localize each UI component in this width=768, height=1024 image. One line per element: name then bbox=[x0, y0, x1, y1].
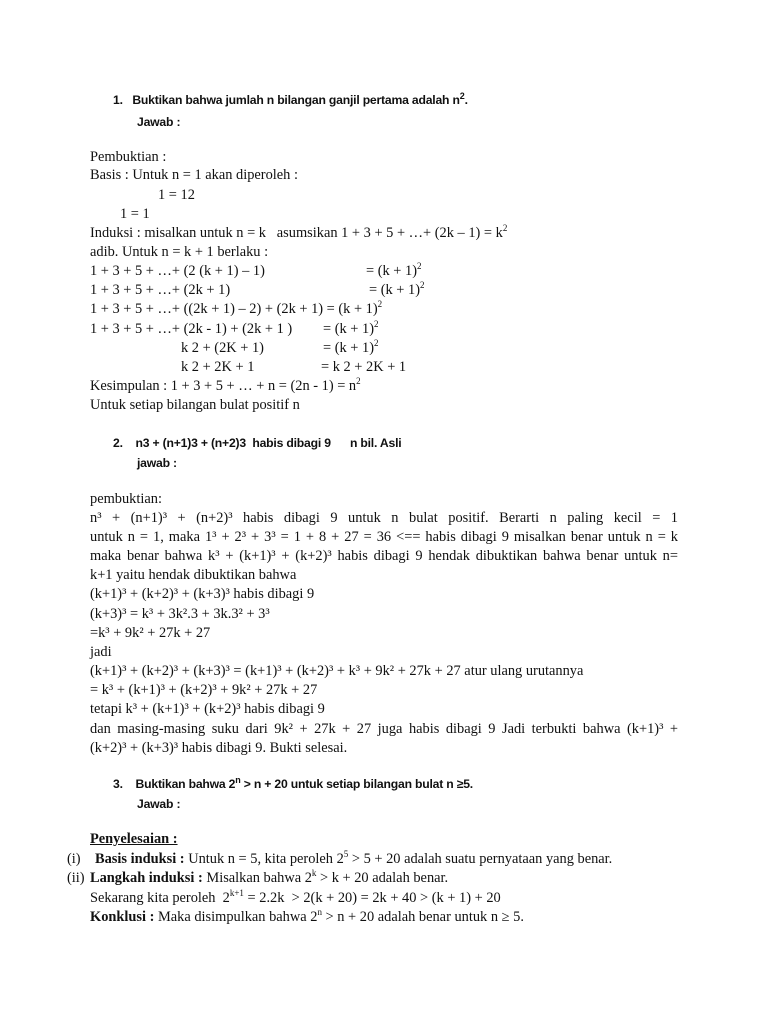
q1-step-line-1: 1 + 3 + 5 + …+ (2 (k + 1) – 1) bbox=[90, 263, 265, 279]
q3-question bbox=[113, 776, 473, 792]
q3-item-i-marker: (i) bbox=[67, 851, 81, 867]
q1-step-line-5: k 2 + (2K + 1) bbox=[181, 340, 264, 356]
q2-proof-line-3: maka benar bahwa k³ + (k+1)³ + (k+2)³ habis dibagi 9 hendak dibuktikan bahwa benar untuk n= bbox=[90, 548, 678, 564]
q1-proof-heading: Pembuktian : bbox=[90, 149, 167, 165]
q2-question-text: n3 + (n+1)3 + (n+2)3 habis dibagi 9 n bil. Asli bbox=[135, 436, 402, 450]
q3-conclusion: Konklusi : Maka disimpulkan bahwa $2^n > n + 20$ adalah benar untuk n ≥ 5. bbox=[90, 907, 524, 925]
q1-answer-label: Jawab : bbox=[137, 115, 181, 129]
q1-basis: Basis : Untuk n = 1 akan diperoleh : bbox=[90, 167, 298, 183]
q1-induction: Induksi : misalkan untuk n = k asumsikan 1 + 3 + 5 + …+ $(2k - 1) = k^2$ bbox=[90, 223, 508, 241]
q2-question bbox=[113, 435, 401, 451]
q1-step-line-6: k 2 + 2K + 1 bbox=[181, 359, 255, 375]
q1-number: 1. bbox=[113, 93, 123, 107]
q1-conclusion: Kesimpulan : 1 + 3 + 5 + … + $n = (2n - 1) = n^2$ bbox=[90, 376, 361, 394]
q1-step-line-2-rhs: = $(k + 1)^2$ bbox=[369, 280, 425, 298]
q2-proof-line-2: untuk n = 1, maka 1³ + 2³ + 3³ = 1 + 8 + 27 = 36 <== habis dibagi 9 misalkan benar untuk n = k bbox=[90, 529, 678, 545]
q2-proof-line-8: jadi bbox=[90, 644, 112, 660]
q3-solution-heading: Penyelesaian : bbox=[90, 831, 178, 847]
q1-step-line-1-rhs: = $(k + 1)^2$ bbox=[366, 261, 422, 279]
q2-proof-line-7: =k³ + 9k² + 27k + 27 bbox=[90, 625, 211, 641]
q2-proof-line-13: (k+2)³ + (k+3)³ habis dibagi 9. Bukti selesai. bbox=[90, 740, 348, 756]
q2-proof-line-6: (k+3)³ = k³ + 3k².3 + 3k.3² + 3³ bbox=[90, 606, 270, 622]
q1-conclusion-2: Untuk setiap bilangan bulat positif n bbox=[90, 397, 300, 413]
q3-item-ii-marker: (ii) bbox=[67, 870, 85, 886]
q1-step-line-5-rhs: = $(k + 1)^2$ bbox=[323, 338, 379, 356]
q1-step-line-4-rhs: = $(k + 1)^2$ bbox=[323, 319, 379, 337]
q1-question: 1. Buktikan bahwa jumlah n bilangan ganjil pertama adalah $n^2$. bbox=[113, 91, 468, 107]
q2-proof-heading: pembuktian: bbox=[90, 491, 162, 507]
q3-question-text: Buktikan bahwa $2^n > n + 20$ untuk setiap bilangan bulat n ≥5. bbox=[135, 775, 473, 791]
q2-proof-line-1: n³ + (n+1)³ + (n+2)³ habis dibagi 9 untuk n bulat positif. Berarti n paling kecil = 1 bbox=[90, 510, 678, 526]
q2-proof-line-11: tetapi k³ + (k+1)³ + (k+2)³ habis dibagi 9 bbox=[90, 701, 325, 717]
q3-induction-step: Langkah induksi : Misalkan bahwa $2^k > k + 20$ adalah benar. bbox=[90, 868, 449, 886]
q3-basis: Basis induksi : Untuk n = 5, kita peroleh $2^5 > 5 + 20$ adalah suatu pernyataan yang benar. bbox=[95, 849, 613, 867]
q2-proof-line-10: = k³ + (k+1)³ + (k+2)³ + 9k² + 27k + 27 bbox=[90, 682, 318, 698]
q3-step-derivation: Sekarang kita peroleh $2^{k+1} = 2.2k > 2(k + 20) = 2k + 40 > (k + 1) + 20$ bbox=[90, 888, 501, 906]
q2-proof-line-4: k+1 yaitu hendak dibuktikan bahwa bbox=[90, 567, 297, 583]
q1-basis-eq1: 1 = 12 bbox=[158, 187, 195, 203]
q3-number: 3. bbox=[113, 777, 123, 791]
q2-proof-line-12: dan masing-masing suku dari 9k² + 27k + 27 juga habis dibagi 9 Jadi terbukti bahwa (k+1)³ + bbox=[90, 721, 678, 737]
q1-step: adib. Untuk n = k + 1 berlaku : bbox=[90, 244, 269, 260]
q1-step-line-3: 1 + 3 + 5 + …+ $((2k + 1) - 2) + (2k + 1) = (k + 1)^2$ bbox=[90, 299, 383, 317]
q3-answer-label: Jawab : bbox=[137, 797, 181, 811]
q2-proof-line-9: (k+1)³ + (k+2)³ + (k+3)³ = (k+1)³ + (k+2)³ + k³ + 9k² + 27k + 27 atur ulang urutannya bbox=[90, 663, 584, 679]
q2-number: 2. bbox=[113, 436, 123, 450]
q2-proof-line-5: (k+1)³ + (k+2)³ + (k+3)³ habis dibagi 9 bbox=[90, 586, 315, 602]
q1-basis-eq2: 1 = 1 bbox=[120, 206, 150, 222]
q1-question-text: Buktikan bahwa jumlah n bilangan ganjil pertama adalah n bbox=[132, 93, 460, 107]
q1-step-line-2: 1 + 3 + 5 + …+ (2k + 1) bbox=[90, 282, 231, 298]
q2-answer-label: jawab : bbox=[137, 456, 177, 470]
q1-step-line-4: 1 + 3 + 5 + …+ (2k - 1) + (2k + 1 ) bbox=[90, 321, 293, 337]
q1-step-line-6-rhs: = k 2 + 2K + 1 bbox=[321, 359, 407, 375]
